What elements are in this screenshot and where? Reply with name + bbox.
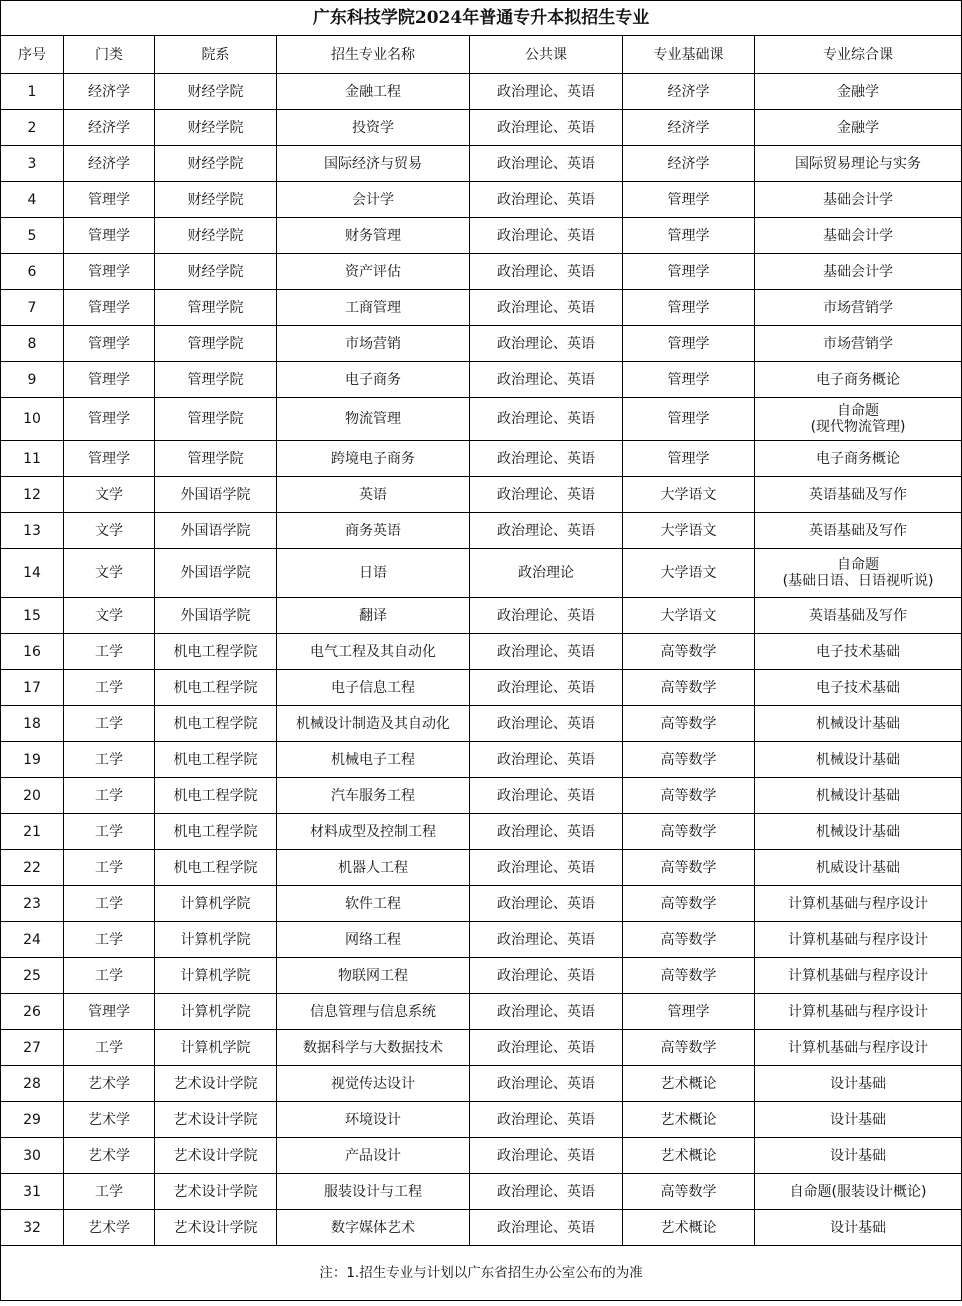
table-row	[1, 1174, 962, 1210]
row-department: 机电工程学院	[155, 706, 277, 742]
header-comprehensive-course: 专业综合课	[755, 36, 962, 74]
table-row	[1, 814, 962, 850]
row-department: 外国语学院	[155, 513, 277, 549]
row-public-course: 政治理论、英语	[470, 254, 623, 290]
row-basic-course: 管理学	[623, 362, 755, 398]
row-basic-course: 高等数学	[623, 922, 755, 958]
table-row	[1, 513, 962, 549]
row-comprehensive-course: 设计基础	[755, 1102, 962, 1138]
row-basic-course: 高等数学	[623, 850, 755, 886]
row-public-course: 政治理论、英语	[470, 634, 623, 670]
row-public-course: 政治理论、英语	[470, 1210, 623, 1246]
row-basic-course: 大学语文	[623, 477, 755, 513]
row-major: 金融工程	[277, 74, 470, 110]
row-comprehensive-course: 机威设计基础	[755, 850, 962, 886]
row-category: 工学	[64, 922, 155, 958]
row-major: 机器人工程	[277, 850, 470, 886]
table-row	[1, 326, 962, 362]
row-category: 管理学	[64, 441, 155, 477]
row-index: 31	[1, 1174, 64, 1210]
table-row	[1, 74, 962, 110]
table-title: 广东科技学院2024年普通专升本拟招生专业	[1, 1, 962, 36]
table-row	[1, 549, 962, 598]
row-major: 软件工程	[277, 886, 470, 922]
row-index: 5	[1, 218, 64, 254]
row-index: 13	[1, 513, 64, 549]
row-comprehensive-course: 金融学	[755, 74, 962, 110]
table-row	[1, 1066, 962, 1102]
table-row	[1, 706, 962, 742]
row-basic-course: 高等数学	[623, 958, 755, 994]
row-public-course: 政治理论、英语	[470, 326, 623, 362]
row-major: 翻译	[277, 598, 470, 634]
row-index: 7	[1, 290, 64, 326]
row-public-course: 政治理论、英语	[470, 362, 623, 398]
row-department: 管理学院	[155, 441, 277, 477]
table-row	[1, 850, 962, 886]
row-department: 计算机学院	[155, 886, 277, 922]
row-category: 管理学	[64, 182, 155, 218]
row-major: 视觉传达设计	[277, 1066, 470, 1102]
row-comprehensive-course: 英语基础及写作	[755, 513, 962, 549]
row-public-course: 政治理论、英语	[470, 598, 623, 634]
row-comprehensive-course: 市场营销学	[755, 290, 962, 326]
row-public-course: 政治理论、英语	[470, 958, 623, 994]
row-category: 管理学	[64, 994, 155, 1030]
row-basic-course: 高等数学	[623, 634, 755, 670]
row-basic-course: 高等数学	[623, 814, 755, 850]
row-index: 28	[1, 1066, 64, 1102]
row-major: 资产评估	[277, 254, 470, 290]
row-department: 外国语学院	[155, 477, 277, 513]
row-index: 16	[1, 634, 64, 670]
row-index: 26	[1, 994, 64, 1030]
row-department: 机电工程学院	[155, 850, 277, 886]
row-basic-course: 管理学	[623, 218, 755, 254]
row-index: 27	[1, 1030, 64, 1066]
row-category: 经济学	[64, 74, 155, 110]
table-row	[1, 778, 962, 814]
row-index: 32	[1, 1210, 64, 1246]
row-category: 经济学	[64, 146, 155, 182]
row-public-course: 政治理论、英语	[470, 1030, 623, 1066]
row-public-course: 政治理论、英语	[470, 886, 623, 922]
header-basic-course: 专业基础课	[623, 36, 755, 74]
row-department: 计算机学院	[155, 1030, 277, 1066]
row-category: 工学	[64, 778, 155, 814]
row-basic-course: 大学语文	[623, 549, 755, 598]
row-department: 管理学院	[155, 362, 277, 398]
header-public-course: 公共课	[470, 36, 623, 74]
row-index: 23	[1, 886, 64, 922]
row-department: 艺术设计学院	[155, 1066, 277, 1102]
row-major: 产品设计	[277, 1138, 470, 1174]
table-row	[1, 146, 962, 182]
row-basic-course: 管理学	[623, 182, 755, 218]
row-public-course: 政治理论、英语	[470, 670, 623, 706]
row-major: 电子信息工程	[277, 670, 470, 706]
row-public-course: 政治理论、英语	[470, 218, 623, 254]
row-public-course: 政治理论、英语	[470, 994, 623, 1030]
row-category: 文学	[64, 598, 155, 634]
table-row	[1, 1138, 962, 1174]
header-row	[1, 36, 962, 74]
table-row	[1, 218, 962, 254]
row-index: 21	[1, 814, 64, 850]
row-category: 管理学	[64, 362, 155, 398]
table-row	[1, 958, 962, 994]
table-row	[1, 1030, 962, 1066]
header-index: 序号	[1, 36, 64, 74]
row-public-course: 政治理论、英语	[470, 441, 623, 477]
row-basic-course: 高等数学	[623, 1174, 755, 1210]
row-major: 机械设计制造及其自动化	[277, 706, 470, 742]
row-comprehensive-course: 机械设计基础	[755, 778, 962, 814]
table-row	[1, 742, 962, 778]
row-public-course: 政治理论、英语	[470, 182, 623, 218]
row-basic-course: 管理学	[623, 326, 755, 362]
row-department: 管理学院	[155, 398, 277, 441]
row-basic-course: 高等数学	[623, 742, 755, 778]
row-index: 6	[1, 254, 64, 290]
row-basic-course: 管理学	[623, 441, 755, 477]
header-category: 门类	[64, 36, 155, 74]
table-row	[1, 441, 962, 477]
row-department: 外国语学院	[155, 549, 277, 598]
row-basic-course: 管理学	[623, 254, 755, 290]
table-row	[1, 477, 962, 513]
row-index: 12	[1, 477, 64, 513]
row-major: 物联网工程	[277, 958, 470, 994]
row-comprehensive-course: 英语基础及写作	[755, 598, 962, 634]
row-category: 文学	[64, 477, 155, 513]
row-major: 物流管理	[277, 398, 470, 441]
row-category: 艺术学	[64, 1138, 155, 1174]
row-public-course: 政治理论、英语	[470, 1066, 623, 1102]
row-department: 财经学院	[155, 254, 277, 290]
comprehensive-course-subnote: (现代物流管理)	[810, 419, 906, 435]
row-public-course: 政治理论、英语	[470, 1102, 623, 1138]
row-public-course: 政治理论、英语	[470, 1138, 623, 1174]
row-comprehensive-course: 机械设计基础	[755, 742, 962, 778]
comprehensive-course-main: 自命题	[837, 557, 880, 573]
row-index: 4	[1, 182, 64, 218]
row-department: 财经学院	[155, 110, 277, 146]
row-category: 艺术学	[64, 1210, 155, 1246]
row-major: 服装设计与工程	[277, 1174, 470, 1210]
row-category: 管理学	[64, 290, 155, 326]
row-index: 24	[1, 922, 64, 958]
row-comprehensive-course: 金融学	[755, 110, 962, 146]
table-row	[1, 994, 962, 1030]
comprehensive-course-main: 自命题	[837, 403, 880, 419]
row-major: 信息管理与信息系统	[277, 994, 470, 1030]
row-index: 2	[1, 110, 64, 146]
table-row	[1, 362, 962, 398]
row-comprehensive-course: 计算机基础与程序设计	[755, 1030, 962, 1066]
row-basic-course: 大学语文	[623, 598, 755, 634]
row-basic-course: 艺术概论	[623, 1210, 755, 1246]
row-department: 管理学院	[155, 326, 277, 362]
row-category: 工学	[64, 634, 155, 670]
header-major: 招生专业名称	[277, 36, 470, 74]
row-major: 跨境电子商务	[277, 441, 470, 477]
row-basic-course: 高等数学	[623, 778, 755, 814]
row-major: 财务管理	[277, 218, 470, 254]
row-major: 材料成型及控制工程	[277, 814, 470, 850]
row-department: 财经学院	[155, 218, 277, 254]
row-category: 工学	[64, 886, 155, 922]
row-comprehensive-course: 电子技术基础	[755, 670, 962, 706]
row-comprehensive-course: 设计基础	[755, 1066, 962, 1102]
comprehensive-course-subnote: (基础日语、日语视听说)	[782, 573, 934, 589]
row-major: 电气工程及其自动化	[277, 634, 470, 670]
row-major: 网络工程	[277, 922, 470, 958]
row-comprehensive-course: 机械设计基础	[755, 706, 962, 742]
header-department: 院系	[155, 36, 277, 74]
row-basic-course: 高等数学	[623, 670, 755, 706]
row-basic-course: 艺术概论	[623, 1066, 755, 1102]
row-public-course: 政治理论、英语	[470, 1174, 623, 1210]
row-index: 25	[1, 958, 64, 994]
row-index: 20	[1, 778, 64, 814]
row-category: 工学	[64, 742, 155, 778]
row-index: 10	[1, 398, 64, 441]
row-category: 管理学	[64, 398, 155, 441]
row-index: 19	[1, 742, 64, 778]
row-comprehensive-course: 设计基础	[755, 1138, 962, 1174]
row-basic-course: 经济学	[623, 146, 755, 182]
row-basic-course: 艺术概论	[623, 1138, 755, 1174]
row-category: 管理学	[64, 218, 155, 254]
row-major: 英语	[277, 477, 470, 513]
row-basic-course: 管理学	[623, 290, 755, 326]
row-department: 财经学院	[155, 182, 277, 218]
row-major: 电子商务	[277, 362, 470, 398]
row-index: 22	[1, 850, 64, 886]
row-basic-course: 管理学	[623, 398, 755, 441]
row-index: 15	[1, 598, 64, 634]
row-major: 国际经济与贸易	[277, 146, 470, 182]
row-category: 文学	[64, 549, 155, 598]
row-index: 18	[1, 706, 64, 742]
row-category: 工学	[64, 1030, 155, 1066]
row-public-course: 政治理论、英语	[470, 290, 623, 326]
row-category: 工学	[64, 958, 155, 994]
row-public-course: 政治理论、英语	[470, 742, 623, 778]
row-major: 环境设计	[277, 1102, 470, 1138]
table-row	[1, 398, 962, 441]
table-row	[1, 922, 962, 958]
row-comprehensive-course: 英语基础及写作	[755, 477, 962, 513]
row-department: 财经学院	[155, 146, 277, 182]
row-department: 计算机学院	[155, 994, 277, 1030]
row-category: 管理学	[64, 326, 155, 362]
row-department: 外国语学院	[155, 598, 277, 634]
row-public-course: 政治理论、英语	[470, 706, 623, 742]
table-row	[1, 598, 962, 634]
row-comprehensive-course: 基础会计学	[755, 182, 962, 218]
row-public-course: 政治理论、英语	[470, 477, 623, 513]
row-comprehensive-course: 电子商务概论	[755, 362, 962, 398]
row-department: 财经学院	[155, 74, 277, 110]
row-comprehensive-course: 计算机基础与程序设计	[755, 958, 962, 994]
row-category: 文学	[64, 513, 155, 549]
row-category: 经济学	[64, 110, 155, 146]
row-public-course: 政治理论、英语	[470, 922, 623, 958]
row-comprehensive-course: 基础会计学	[755, 218, 962, 254]
table-row	[1, 110, 962, 146]
row-public-course: 政治理论、英语	[470, 74, 623, 110]
row-major: 商务英语	[277, 513, 470, 549]
row-major: 日语	[277, 549, 470, 598]
row-public-course: 政治理论、英语	[470, 110, 623, 146]
row-comprehensive-course: 计算机基础与程序设计	[755, 886, 962, 922]
table-row	[1, 670, 962, 706]
row-basic-course: 高等数学	[623, 706, 755, 742]
table-row	[1, 254, 962, 290]
row-major: 会计学	[277, 182, 470, 218]
row-department: 机电工程学院	[155, 778, 277, 814]
row-comprehensive-course: 国际贸易理论与实务	[755, 146, 962, 182]
row-index: 17	[1, 670, 64, 706]
row-major: 工商管理	[277, 290, 470, 326]
table-row	[1, 634, 962, 670]
row-comprehensive-course: 机械设计基础	[755, 814, 962, 850]
row-category: 艺术学	[64, 1066, 155, 1102]
row-index: 30	[1, 1138, 64, 1174]
footnote: 注：1.招生专业与计划以广东省招生办公室公布的为准	[1, 1246, 962, 1301]
row-index: 29	[1, 1102, 64, 1138]
row-comprehensive-course: 设计基础	[755, 1210, 962, 1246]
row-index: 9	[1, 362, 64, 398]
row-index: 14	[1, 549, 64, 598]
row-basic-course: 艺术概论	[623, 1102, 755, 1138]
row-index: 8	[1, 326, 64, 362]
row-department: 计算机学院	[155, 922, 277, 958]
row-basic-course: 管理学	[623, 994, 755, 1030]
row-category: 工学	[64, 814, 155, 850]
table-row	[1, 886, 962, 922]
row-comprehensive-course	[755, 398, 962, 441]
row-department: 机电工程学院	[155, 670, 277, 706]
row-department: 机电工程学院	[155, 634, 277, 670]
row-public-course: 政治理论、英语	[470, 398, 623, 441]
row-comprehensive-course	[755, 549, 962, 598]
row-index: 1	[1, 74, 64, 110]
row-department: 艺术设计学院	[155, 1210, 277, 1246]
row-department: 艺术设计学院	[155, 1102, 277, 1138]
row-department: 管理学院	[155, 290, 277, 326]
row-category: 工学	[64, 1174, 155, 1210]
row-category: 工学	[64, 850, 155, 886]
row-major: 数据科学与大数据技术	[277, 1030, 470, 1066]
row-category: 艺术学	[64, 1102, 155, 1138]
row-category: 工学	[64, 706, 155, 742]
row-basic-course: 经济学	[623, 110, 755, 146]
row-comprehensive-course: 自命题(服装设计概论)	[755, 1174, 962, 1210]
row-category: 管理学	[64, 254, 155, 290]
row-department: 艺术设计学院	[155, 1138, 277, 1174]
row-department: 机电工程学院	[155, 742, 277, 778]
row-public-course: 政治理论、英语	[470, 778, 623, 814]
row-public-course: 政治理论	[470, 549, 623, 598]
row-comprehensive-course: 电子商务概论	[755, 441, 962, 477]
row-major: 汽车服务工程	[277, 778, 470, 814]
row-public-course: 政治理论、英语	[470, 814, 623, 850]
row-comprehensive-course: 基础会计学	[755, 254, 962, 290]
row-comprehensive-course: 电子技术基础	[755, 634, 962, 670]
row-comprehensive-course: 计算机基础与程序设计	[755, 994, 962, 1030]
table-row	[1, 182, 962, 218]
table-body	[1, 74, 962, 1246]
row-basic-course: 高等数学	[623, 1030, 755, 1066]
row-department: 机电工程学院	[155, 814, 277, 850]
row-basic-course: 高等数学	[623, 886, 755, 922]
row-major: 数字媒体艺术	[277, 1210, 470, 1246]
row-department: 艺术设计学院	[155, 1174, 277, 1210]
table-row	[1, 290, 962, 326]
row-major: 投资学	[277, 110, 470, 146]
table-row	[1, 1102, 962, 1138]
row-index: 3	[1, 146, 64, 182]
row-basic-course: 大学语文	[623, 513, 755, 549]
table-row	[1, 1210, 962, 1246]
row-index: 11	[1, 441, 64, 477]
row-major: 机械电子工程	[277, 742, 470, 778]
row-comprehensive-course: 计算机基础与程序设计	[755, 922, 962, 958]
row-comprehensive-course: 市场营销学	[755, 326, 962, 362]
row-public-course: 政治理论、英语	[470, 850, 623, 886]
row-major: 市场营销	[277, 326, 470, 362]
row-public-course: 政治理论、英语	[470, 146, 623, 182]
row-basic-course: 经济学	[623, 74, 755, 110]
row-department: 计算机学院	[155, 958, 277, 994]
row-public-course: 政治理论、英语	[470, 513, 623, 549]
row-category: 工学	[64, 670, 155, 706]
